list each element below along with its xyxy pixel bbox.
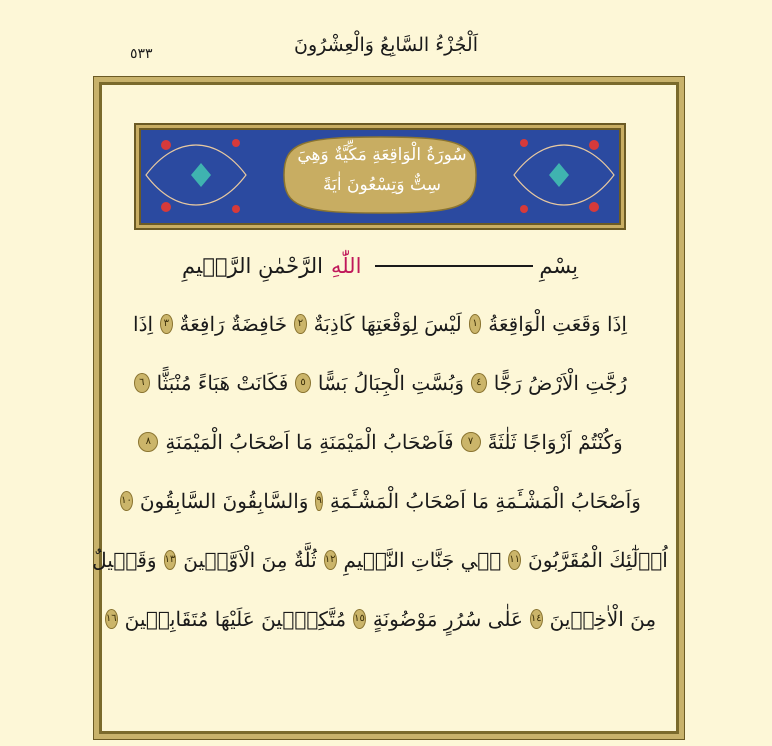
text-segment: رُجَّتِ الْاَرْضُ رَجًّا xyxy=(493,370,627,395)
text-segment: فَكَانَتْ هَبَاءً مُنْبَثًّا xyxy=(156,370,289,395)
text-segment: اُو۬لٰٓئِكَ الْمُقَرَّبُونَ xyxy=(528,547,668,572)
ayah-number-marker: ١١ xyxy=(508,550,521,570)
text-segment: عَلٰى سُرُرٍ مَوْضُونَةٍ xyxy=(372,606,523,631)
ayah-number-marker: ٥ xyxy=(295,373,311,393)
text-segment: وَبُسَّتِ الْجِبَالُ بَسًّا xyxy=(317,370,465,395)
page-header xyxy=(0,0,772,76)
ayah-number-marker: ٢ xyxy=(294,314,307,334)
page-number: ٥٣٣ xyxy=(130,46,153,62)
text-segment: ف۪ي جَنَّاتِ النَّع۪يمِ xyxy=(343,547,502,572)
ayah-line-3 xyxy=(130,412,630,471)
ayah-line-4 xyxy=(121,471,641,530)
ayah-lines xyxy=(92,238,668,648)
basmala-bism: بِسْمِ xyxy=(539,254,578,278)
ayah-line-1 xyxy=(130,294,630,353)
ayah-number-marker: ١٥ xyxy=(353,609,366,629)
ayah-number-marker: ٧ xyxy=(461,432,481,452)
ayah-line-6 xyxy=(105,589,657,648)
text-segment: وَكُنْتُمْ اَزْوَاجًا ثَلٰثَةً xyxy=(487,429,623,454)
ayah-number-marker: ٤ xyxy=(471,373,487,393)
ayah-number-marker: ٩ xyxy=(315,491,322,511)
text-segment: خَافِضَةٌ رَافِعَةٌ xyxy=(179,311,288,336)
text-segment: وَاَصْحَابُ الْمَشْـَٔمَةِ مَا اَصْحَابُ الْمَشْـَٔمَةِ xyxy=(329,488,641,513)
surah-title xyxy=(286,140,478,215)
surah-title-line1: سُورَةُ الْوَاقِعَةِ مَكِّيَّةٌ وَهِيَ xyxy=(297,145,467,165)
juz-title: اَلْجُزْءُ السَّابِعُ وَالْعِشْرُونَ xyxy=(293,34,478,56)
ayah-number-marker: ١٢ xyxy=(324,550,337,570)
text-segment: فَاَصْحَابُ الْمَيْمَنَةِ مَا اَصْحَابُ الْمَيْمَنَةِ xyxy=(165,429,454,454)
page-frame xyxy=(93,76,685,740)
text-panel xyxy=(92,84,677,732)
text-segment: اِذَا وَقَعَتِ الْوَاقِعَةُ xyxy=(488,311,627,336)
basmala-stretch-line xyxy=(375,265,533,267)
ayah-number-marker: ١٦ xyxy=(105,609,118,629)
text-segment: لَيْسَ لِوَقْعَتِهَا كَاذِبَةٌ xyxy=(313,311,462,336)
ayah-line-2 xyxy=(130,353,630,412)
text-segment: وَقَل۪يلٌ xyxy=(92,547,157,572)
basmala-allah: اللّٰهِ xyxy=(330,254,362,278)
text-segment: وَالسَّابِقُونَ السَّابِقُونَ xyxy=(139,488,309,513)
ayah-number-marker: ١٠ xyxy=(120,491,133,511)
ayah-number-marker: ٦ xyxy=(134,373,150,393)
text-segment: مُتَّكِـ۪ٔينَ عَلَيْهَا مُتَقَابِل۪ينَ xyxy=(124,606,347,631)
basmala-rahman-rahim: الرَّحْمٰنِ الرَّح۪يمِ xyxy=(182,254,323,278)
basmala-line xyxy=(130,238,630,294)
surah-header-banner xyxy=(134,123,626,230)
surah-title-line2: سِتٌّ وَتِسْعُونَ اٰيَةً xyxy=(323,175,441,195)
ayah-number-marker: ٨ xyxy=(138,432,158,452)
ayah-number-marker: ١٣ xyxy=(164,550,177,570)
ayah-line-5 xyxy=(92,530,668,589)
text-segment: اِذَا xyxy=(133,311,154,336)
text-segment: ثُلَّةٌ مِنَ الْاَوَّل۪ينَ xyxy=(183,547,317,572)
text-segment: مِنَ الْاٰخِر۪ينَ xyxy=(549,606,657,631)
ayah-number-marker: ١٤ xyxy=(530,609,543,629)
ayah-number-marker: ٣ xyxy=(160,314,173,334)
ayah-number-marker: ١ xyxy=(469,314,482,334)
